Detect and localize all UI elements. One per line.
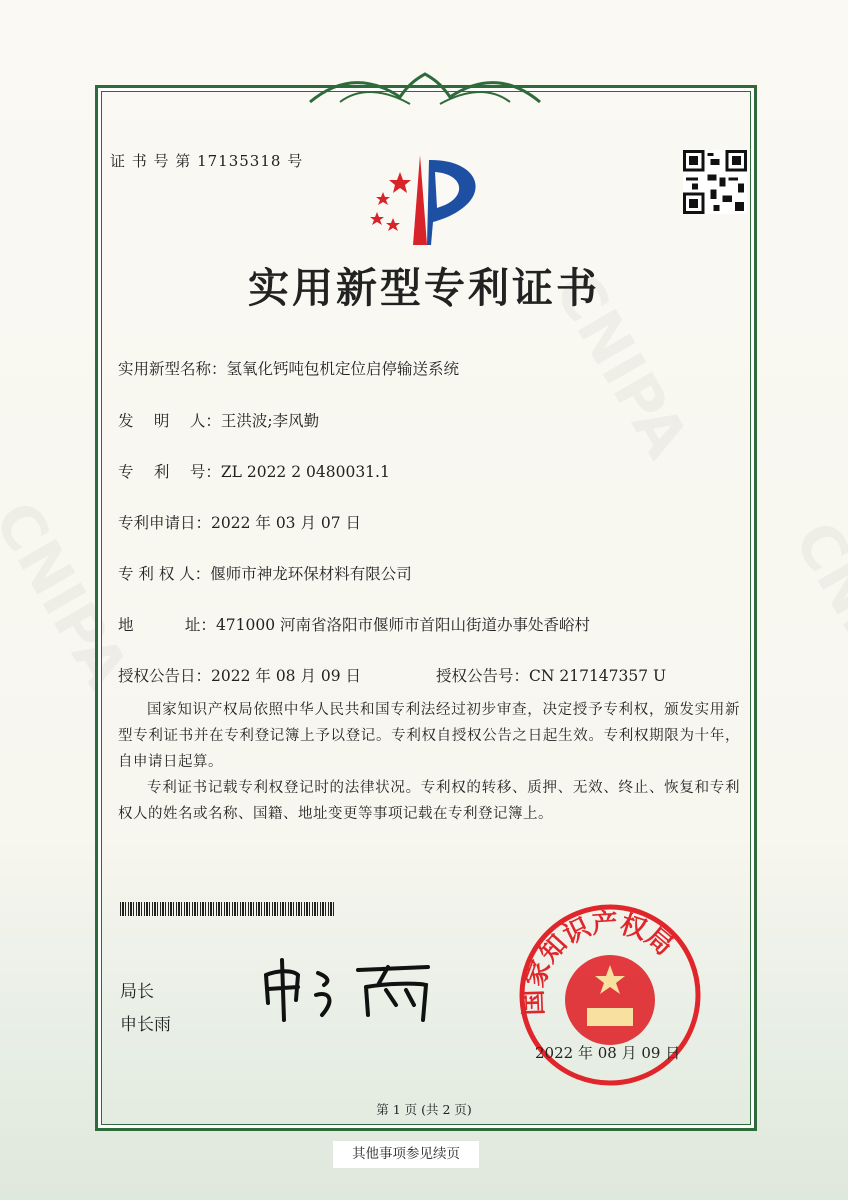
- seal-text: 国家知识产权局: [518, 908, 679, 1017]
- director-title: 局长: [120, 982, 154, 1002]
- watermark: [780, 510, 848, 719]
- field-grant-date: 授权公告日：2022 年 08 月 09 日: [118, 667, 362, 685]
- page-title: 实用新型专利证书: [248, 264, 600, 312]
- certificate-number: 证 书 号 第 17135318 号: [110, 152, 304, 170]
- field-inventor: 发 明 人：王洪波;李风勤: [118, 412, 320, 430]
- seal-date: 2022 年 08 月 09 日: [535, 1044, 681, 1062]
- qr-code: [683, 150, 747, 214]
- field-announcement-number: 授权公告号：CN 217147357 U: [436, 667, 667, 685]
- field-patent-number: 专 利 号：ZL 2022 2 0480031.1: [118, 463, 390, 481]
- border-ornament: [300, 72, 550, 112]
- field-address: 地 址：471000 河南省洛阳市偃师市首阳山街道办事处香峪村: [118, 616, 591, 634]
- director-signature: [258, 955, 438, 1025]
- page-number: 第 1 页 (共 2 页): [376, 1102, 472, 1117]
- director-name: 申长雨: [120, 1015, 171, 1035]
- barcode: [120, 902, 335, 916]
- statement-paragraph: 国家知识产权局依照中华人民共和国专利法经过初步审查，决定授予专利权，颁发实用新型专利证书并在专利登记簿上予以登记。专利权自授权公告之日起生效。专利权期限为十年，自申请日起算。: [118, 702, 740, 770]
- field-patentee: 专 利 权 人：偃师市神龙环保材料有限公司: [118, 565, 412, 583]
- cnipa-logo: [365, 150, 490, 250]
- continuation-note: 其他事项参见续页: [333, 1141, 479, 1168]
- field-application-date: 专利申请日：2022 年 03 月 07 日: [118, 514, 362, 532]
- statement-paragraph: 专利证书记载专利权登记时的法律状况。专利权的转移、质押、无效、终止、恢复和专利权人的姓名或名称、国籍、地址变更等事项记载在专利登记簿上。: [118, 780, 740, 822]
- field-utility-model-name: 实用新型名称：氢氧化钙吨包机定位启停输送系统: [118, 360, 460, 378]
